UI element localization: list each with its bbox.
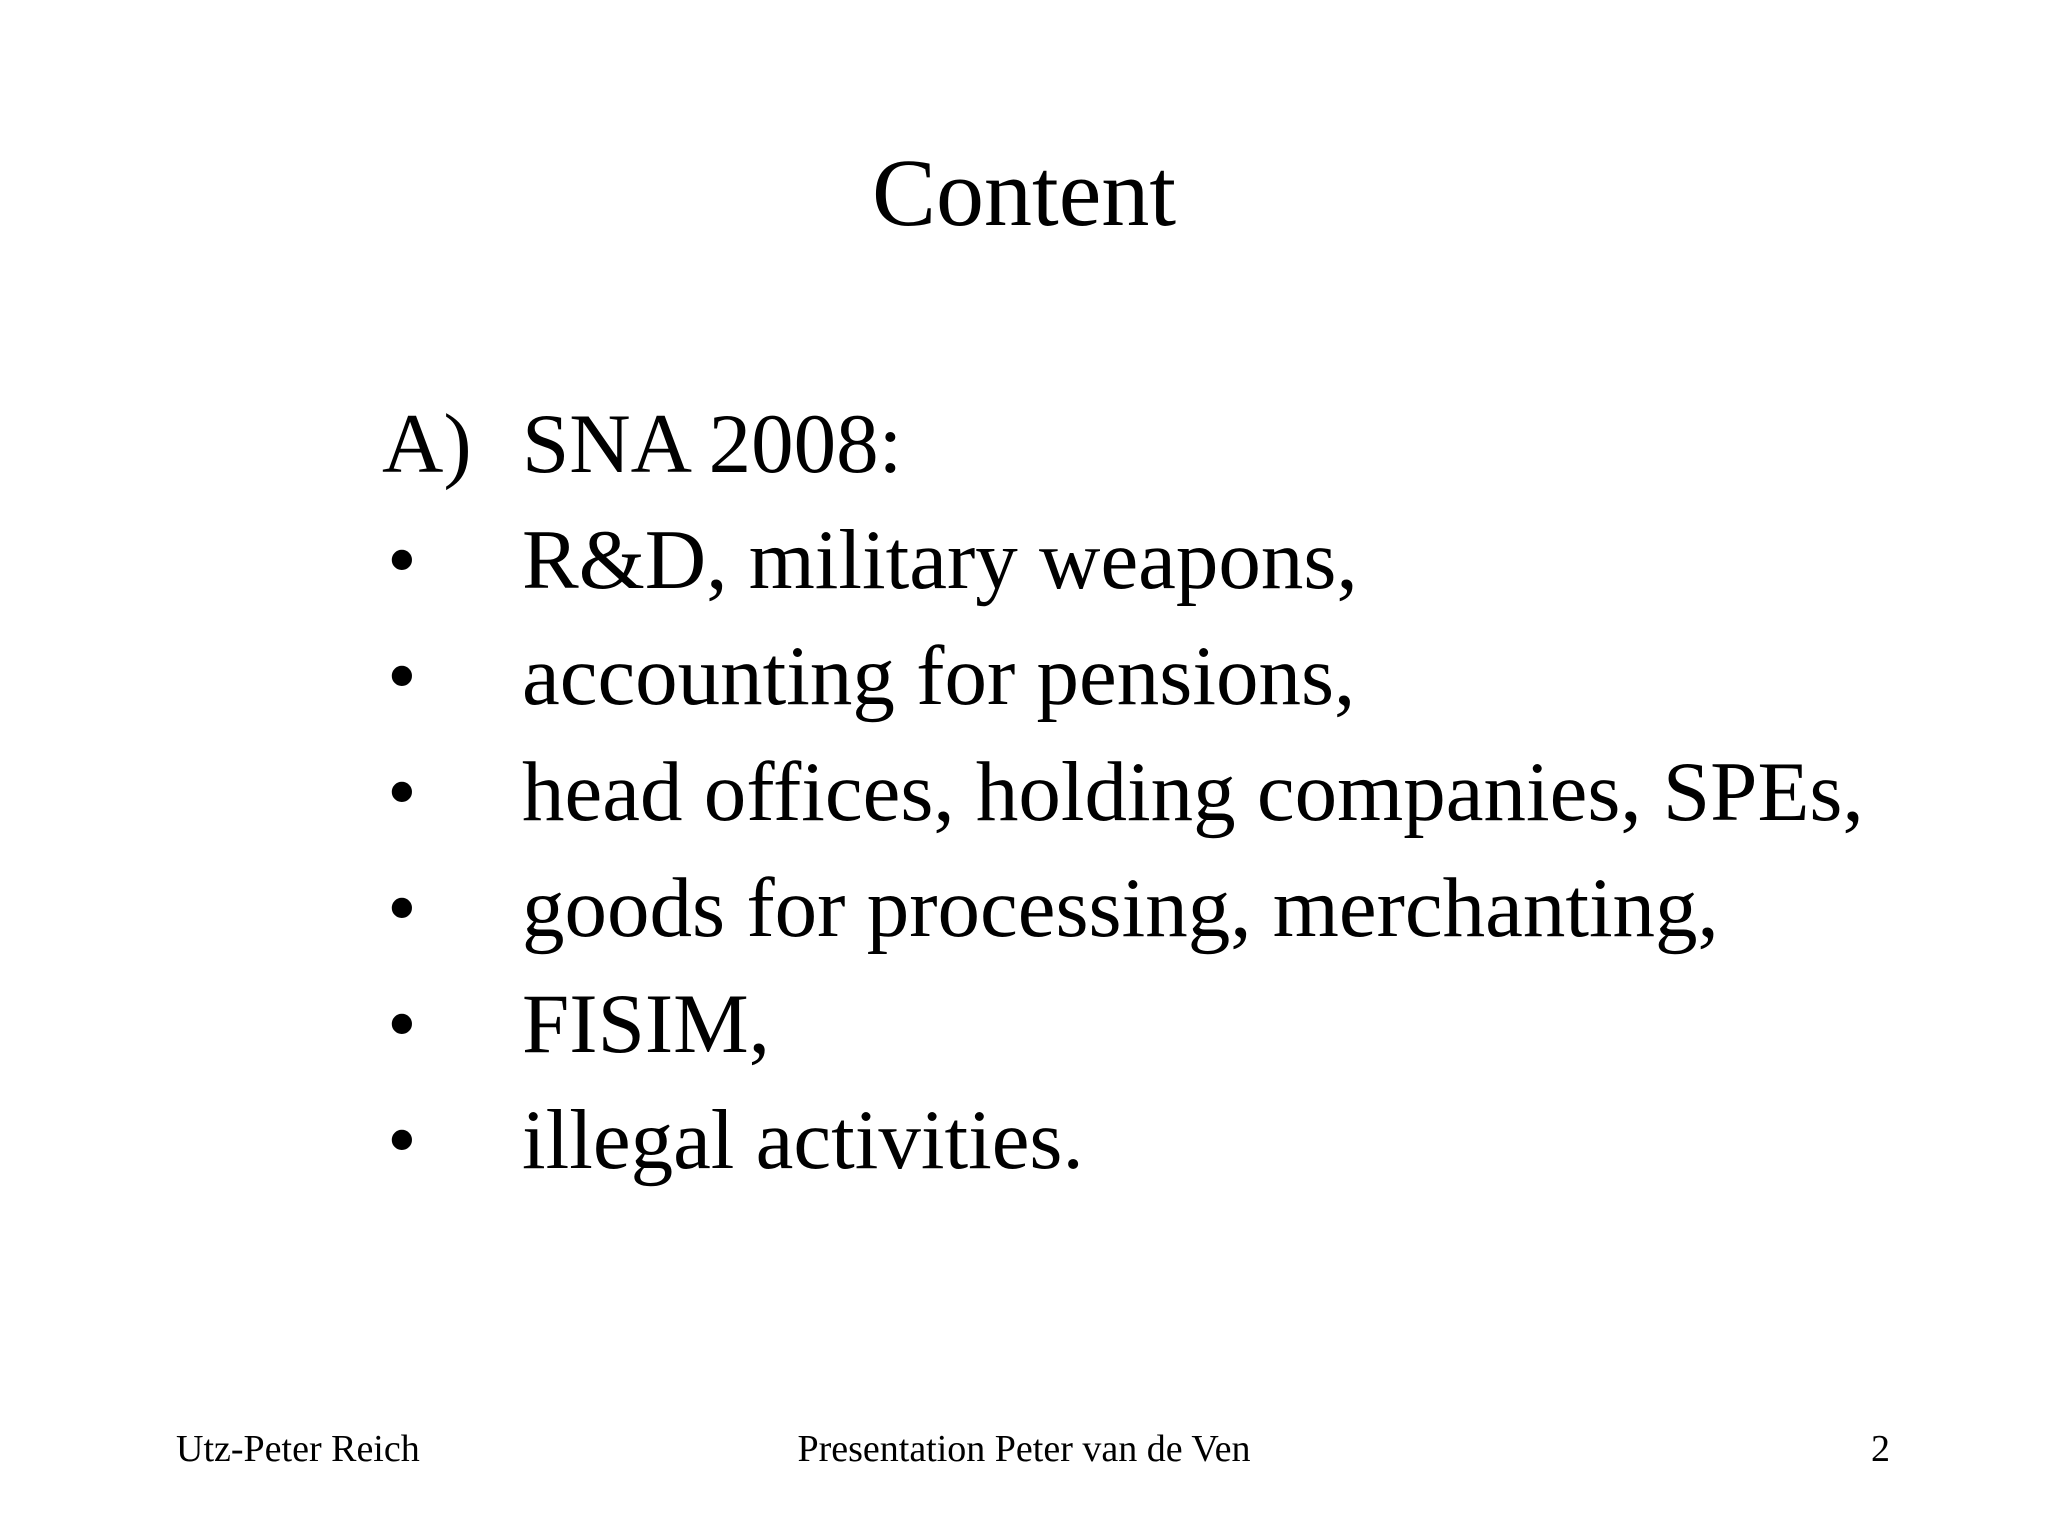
bullet-icon: • [387, 513, 417, 607]
bullet-icon: • [387, 629, 417, 723]
list-marker: A) [382, 397, 472, 491]
list-item-text: head offices, holding companies, SPEs, [522, 745, 1864, 839]
bullet-icon: • [387, 977, 417, 1071]
bullet-icon: • [387, 861, 417, 955]
footer-presentation-title: Presentation Peter van de Ven [797, 1428, 1251, 1470]
bullet-icon: • [387, 745, 417, 839]
list-item-text: FISIM, [522, 977, 770, 1071]
list-item-text: illegal activities. [522, 1093, 1084, 1187]
list-item-text: goods for processing, merchanting, [522, 861, 1719, 955]
page-number: 2 [1871, 1428, 1890, 1470]
list-item-text: accounting for pensions, [522, 629, 1356, 723]
slide-title: Content [872, 139, 1176, 246]
bullet-icon: • [387, 1093, 417, 1187]
list-item-text: R&D, military weapons, [522, 513, 1358, 607]
footer-author: Utz-Peter Reich [176, 1428, 420, 1470]
list-item-text: SNA 2008: [522, 397, 903, 491]
